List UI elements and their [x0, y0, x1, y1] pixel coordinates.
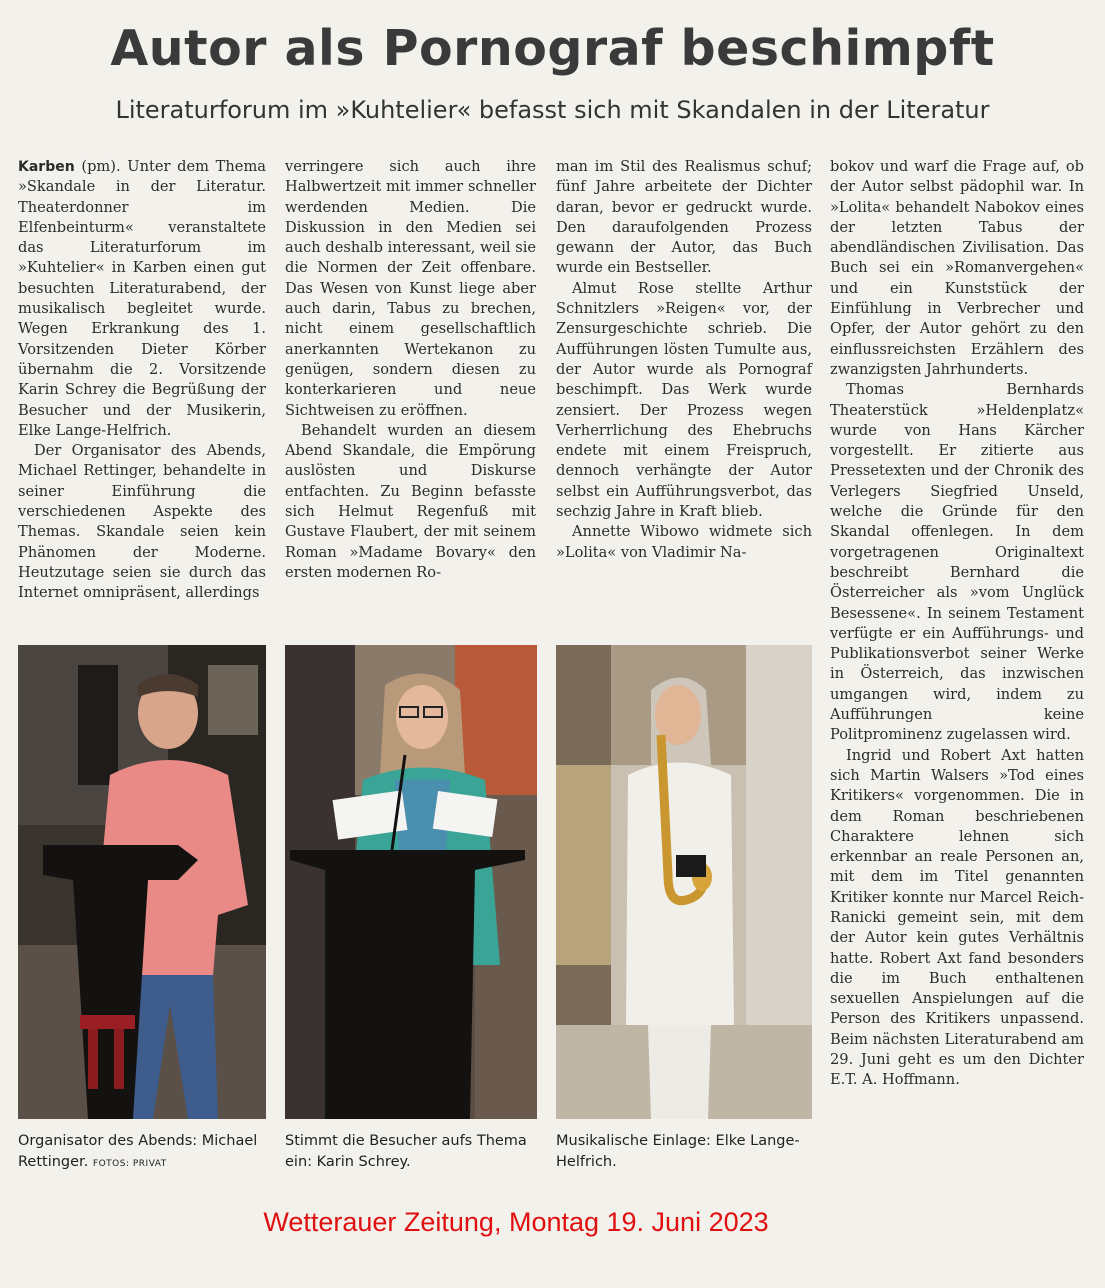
photo-karin-schrey	[285, 645, 537, 1119]
headline: Autor als Pornograf beschimpft	[110, 20, 995, 77]
photo-karin-schrey-image	[285, 645, 537, 1119]
column-4	[830, 157, 1084, 1091]
column-3-paragraph-3: Annette Wibowo widmete sich »Lolita« von Vladimir Na-	[556, 523, 812, 561]
source-footer: Wetterauer Zeitung, Montag 19. Juni 2023	[263, 1207, 769, 1237]
caption-photo-2: Stimmt die Besucher aufs Thema ein: Karin Schrey.	[285, 1133, 527, 1170]
photo-michael-rettinger	[18, 645, 266, 1119]
column-4-paragraph-1: bokov und warf die Frage auf, ob der Autor selbst pädophil war. In »Lolita« behandelt Nabokov eines der letzten Tabus der abendländischen Zivilisation. Das Buch sei ein »Romanvergehen« und ein Kunststück der Einfühlung in Verbrecher und Opfer, der Autor gehört zu den einflussreichsten Erzählern des zwanzigsten Jahrhunderts.	[830, 158, 1084, 378]
photo-elke-lange-helfrich	[556, 645, 812, 1119]
subheadline: Literaturforum im »Kuhtelier« befasst sich mit Skandalen in der Literatur	[115, 96, 990, 124]
column-4-paragraph-3: Ingrid und Robert Axt hatten sich Martin Walsers »Tod eines Kritikers« vorgenommen. Die in dem Roman beschriebenen Charaktere lehnen sich erkennbar an reale Personen an, mit dem im Titel genannten Kritiker konnte nur Marcel Reich-Ranicki gemeint sein, mit dem der Autor kein gutes Verhältnis hatte. Robert Axt fand besonders die im Buch enthaltenen sexuellen Anspielungen auf die Person des Kritikers unpassend. Beim nächsten Literaturabend am 29. Juni geht es um den Dichter E.T. A. Hoffmann.	[830, 746, 1084, 1089]
column-3-paragraph-1: man im Stil des Realismus schuf; fünf Jahre arbeitete der Dichter daran, bevor er gedruckt wurde. Den daraufolgenden Prozess gewann der Autor, das Buch wurde ein Bestseller.	[556, 158, 812, 277]
column-1-paragraph-1-text: (pm). Unter dem Thema »Skandale in der Literatur. Theaterdonner im Elfenbeinturm« veranstaltete das Literaturforum im »Kuhtelier« in Karben einen gut besuchten Literaturabend, der musikalisch begleitet wurde. Wegen Erkrankung des 1. Vorsitzenden Dieter Körber übernahm die 2. Vorsitzende Karin Schrey die Begrüßung der Besucher und der Musikerin, Elke Lange-Helfrich.	[18, 158, 266, 439]
photo-michael-rettinger-image	[18, 645, 266, 1119]
photo-credit: FOTOS: PRIVAT	[92, 1159, 167, 1169]
column-3-paragraph-2: Almut Rose stellte Arthur Schnitzlers »Reigen« vor, der Zensurgeschichte schrieb. Die Aufführungen lösten Tumulte aus, der Autor wurde als Pornograf beschimpft. Das Werk wurde zensiert. Der Prozess wegen Verherrlichung des Ehebruchs endete mit einem Freispruch, dennoch verhängte der Autor selbst ein Aufführungsverbot, das sechzig Jahre in Kraft blieb.	[556, 279, 812, 521]
column-1-paragraph-1	[18, 157, 266, 441]
column-3	[556, 157, 812, 563]
column-1	[18, 157, 266, 604]
caption-photo-3: Musikalische Einlage: Elke Lange-Helfrich.	[556, 1133, 800, 1170]
caption-photo-1-text: Organisator des Abends: Michael Rettinger.	[18, 1133, 258, 1170]
column-2-paragraph-2: Behandelt wurden an diesem Abend Skandale, die Empörung auslösten und Diskurse entfachten. Zu Beginn befasste sich Helmut Regenfuß mit Gustave Flaubert, der mit seinem Roman »Madame Bovary« den ersten modernen Ro-	[285, 421, 536, 581]
caption-photo-1	[18, 1131, 266, 1175]
column-4-paragraph-2: Thomas Bernhards Theaterstück »Heldenplatz« wurde von Hans Kärcher vorgestellt. Er zitierte aus Pressetexten und der Chronik des Verlegers Siegfried Unseld, welche die Gründe für den Skandal offenlegen. In dem vorgetragenen Originaltext beschreibt Bernhard die Österreicher als »vom Unglück Besessene«. In seinem Testament verfügte er ein Aufführungs- und Publikationsverbot seiner Werke in Österreich, das inzwischen umgangen wird, indem zu Aufführungen keine Politprominenz zugelassen wird.	[830, 381, 1084, 744]
column-2	[285, 157, 536, 583]
photo-elke-lange-helfrich-image	[556, 645, 812, 1119]
column-2-paragraph-1: verringere sich auch ihre Halbwertzeit mit immer schneller werdenden Medien. Die Diskussion in den Medien sei auch deshalb interessant, weil sie die Normen der Zeit offenbare. Das Wesen von Kunst liege aber auch darin, Tabus zu brechen, nicht einem gesellschaftlich anerkannten Wertekanon zu genügen, sondern diesen zu konterkarieren und neue Sichtweisen zu eröffnen.	[285, 158, 536, 419]
dateline-place: Karben	[18, 159, 75, 175]
column-1-paragraph-2: Der Organisator des Abends, Michael Rettinger, behandelte in seiner Einführung die verschiedenen Aspekte des Themas. Skandale seien kein Phänomen der Moderne. Heutzutage seien sie durch das Internet omnipräsent, allerdings	[18, 442, 266, 602]
